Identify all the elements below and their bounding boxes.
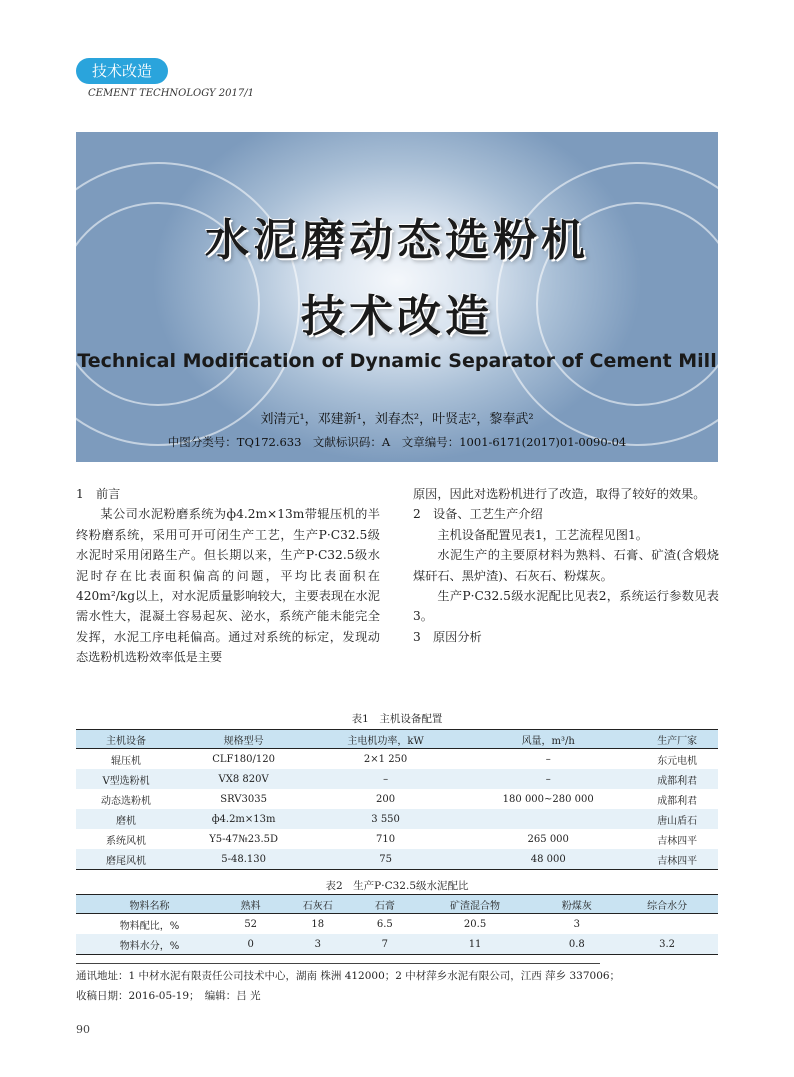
table-cell: 吉林四平	[657, 835, 698, 847]
table1-caption: 表1 主机设备配置	[351, 713, 443, 725]
paragraph: 水泥生产的主要原材料为熟料、石膏、矿渣(含煅烧煤矸石、黑炉渣)、石灰石、粉煤灰。	[413, 548, 719, 583]
article-title-line2: 技术改造	[301, 291, 493, 342]
table-cell: 52	[244, 918, 258, 930]
table-cell: 0	[223, 934, 279, 955]
table-header: 矿渣混合物	[413, 895, 538, 914]
table-cell: ф4.2m×13m	[176, 809, 311, 829]
table-cell: 成都利君	[636, 769, 718, 789]
table-cell: 11	[413, 934, 538, 955]
table-cell: VX8 820V	[176, 769, 311, 789]
table-cell: 成都利君	[657, 795, 698, 807]
table-cell: V型选粉机	[76, 769, 176, 789]
table-header: 物料名称	[76, 895, 223, 914]
table-cell: 3 550	[311, 809, 460, 829]
table-cell: 物料配比，%	[119, 920, 180, 932]
footnote-address: 通讯地址：1 中材水泥有限责任公司技术中心，湖南 株洲 412000；2 中材萍乡水泥有限公司，江西 萍乡 337006；	[76, 970, 621, 982]
table-cell: 2×1 250	[363, 753, 408, 765]
table-cell: 辊压机	[111, 755, 142, 767]
table-cell: 东元电机	[657, 755, 698, 767]
table-header: 熟料	[223, 895, 279, 914]
table-cell: SRV3035	[220, 793, 267, 805]
table-cell: 3.2	[616, 934, 718, 955]
left-column	[76, 484, 380, 668]
table-cell: 唐山盾石	[636, 809, 718, 829]
journal-header: CEMENT TECHNOLOGY 2017/1	[88, 88, 254, 99]
table-row	[76, 749, 718, 770]
table-cell	[616, 914, 718, 935]
table-cell: 6.5	[376, 918, 393, 930]
section-heading: 3 原因分析	[413, 629, 482, 644]
table-row	[76, 934, 718, 955]
table1	[76, 729, 718, 870]
table-cell: 3	[278, 934, 357, 955]
table-header: 主电机功率，kW	[311, 730, 460, 749]
table-header: 粉煤灰	[538, 895, 617, 914]
table-cell	[460, 809, 636, 829]
paragraph: 生产P·C32.5级水泥配比见表2，系统运行参数见表3。	[413, 589, 719, 624]
table-cell: 吉林四平	[636, 849, 718, 870]
table-cell: 5-48.130	[176, 849, 311, 870]
table-cell: 物料水分，%	[76, 934, 223, 955]
table-cell: –	[460, 769, 636, 789]
table-header: 石灰石	[278, 895, 357, 914]
table-header: 石膏	[357, 895, 413, 914]
section-heading: 2 设备、工艺生产介绍	[413, 507, 543, 522]
table-cell: –	[545, 753, 551, 765]
authors: 刘清元¹，邓建新¹，刘春杰²，叶贤志²，黎奉武²	[260, 412, 534, 427]
table-header: 综合水分	[616, 895, 718, 914]
table2	[76, 894, 718, 955]
paragraph: 主机设备配置见表1，工艺流程见图1。	[437, 527, 648, 542]
table2-caption: 表2 生产P·C32.5级水泥配比	[325, 880, 469, 892]
table-cell: 265 000	[527, 833, 569, 845]
table-row	[76, 809, 718, 829]
table-cell: 磨机	[76, 809, 176, 829]
section-tag: 技术改造	[76, 58, 168, 84]
table-cell: 18	[311, 918, 325, 930]
table-header: 规格型号	[176, 730, 311, 749]
paragraph: 某公司水泥粉磨系统为ф4.2m×13m带辊压机的半终粉磨系统，采用可开可闭生产工艺，生产P·C32.5级水泥时采用闭路生产。但长期以来，生产P·C32.5级水泥时存在比表面积偏高的问题，平均比表面积在420m²/kg以上，对水泥质量影响较大，主要表现在水泥需水性大，混凝土容易起灰、泌水，系统产能未能完全发挥，水泥工序电耗偏高。通过对系统的标定，发现动态选粉机选粉效率低是主要	[76, 507, 380, 665]
table-cell: 20.5	[463, 918, 487, 930]
table-row	[76, 789, 718, 809]
classification-line: 中图分类号：TQ172.633 文献标识码：A 文章编号：1001-6171(2017)01-0090-04	[167, 435, 627, 449]
table-cell: CLF180/120	[212, 753, 275, 765]
article-title-line1: 水泥磨动态选粉机	[205, 215, 589, 266]
table-cell: 180 000~280 000	[502, 793, 594, 805]
table-cell: Y5-47№23.5D	[209, 833, 279, 845]
paragraph: 原因，因此对选粉机进行了改造，取得了较好的效果。	[413, 487, 706, 501]
table-cell: 3	[573, 918, 581, 930]
article-title-english: Technical Modification of Dynamic Separator of Cement Mill	[77, 350, 717, 372]
table-row	[76, 914, 718, 935]
table-cell: –	[311, 769, 460, 789]
footnote-divider	[76, 963, 600, 964]
table-cell: 动态选粉机	[101, 795, 152, 807]
table-cell: 200	[376, 793, 396, 805]
page-number: 90	[76, 1023, 90, 1036]
table-header: 风量，m³/h	[460, 730, 636, 749]
table-cell: 0.8	[538, 934, 617, 955]
table-row	[76, 849, 718, 870]
table-cell: 710	[376, 833, 396, 845]
right-column	[413, 484, 719, 647]
table-row	[76, 829, 718, 849]
table-header: 主机设备	[76, 730, 176, 749]
table-cell: 系统风机	[106, 835, 147, 847]
table-cell: 48 000	[460, 849, 636, 870]
table-cell: 7	[357, 934, 413, 955]
table-cell: 磨尾风机	[76, 849, 176, 870]
title-banner	[76, 132, 718, 462]
table-header: 生产厂家	[636, 730, 718, 749]
section-heading: 1 前言	[76, 487, 121, 501]
table-row	[76, 769, 718, 789]
table-cell: 75	[311, 849, 460, 870]
footnote-received: 收稿日期：2016-05-19； 编辑：吕 光	[76, 990, 261, 1002]
